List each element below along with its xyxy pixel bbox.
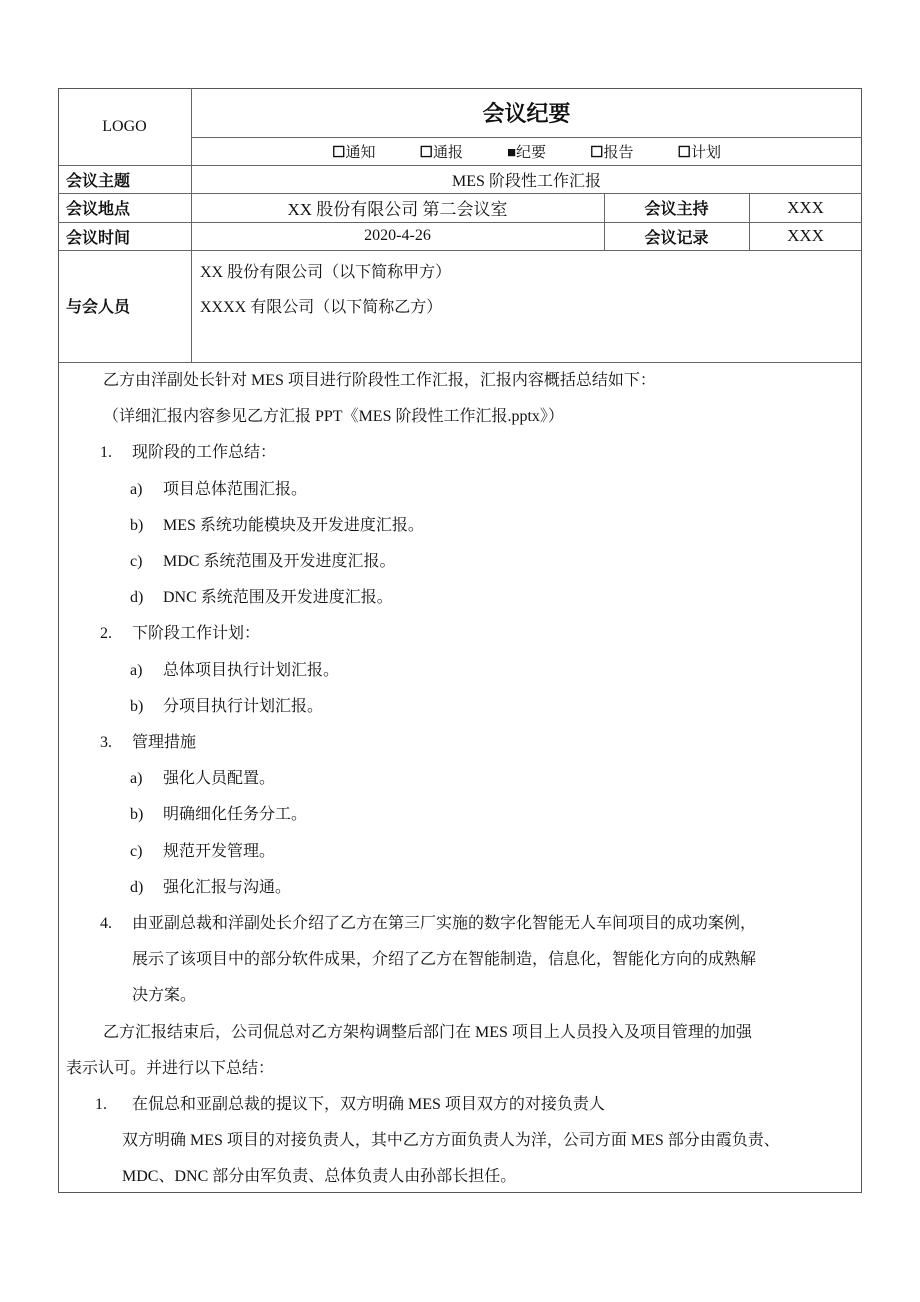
document-type-options — [191, 137, 862, 165]
conclusion-1-title: 1. 在侃总和亚副总裁的提议下，双方明确 MES 项目双方的对接负责人 — [95, 1096, 605, 1114]
section-4-line: 4. 由亚副总裁和洋副处长介绍了乙方在第三厂实施的数字化智能无人车间项目的成功案例， — [100, 915, 757, 933]
topic-label: 会议主题 — [66, 172, 131, 190]
list-item: b) 分项目执行计划汇报。 — [130, 697, 324, 715]
section-1-title: 1. 现阶段的工作总结： — [100, 444, 277, 462]
section-4-line: 展示了该项目中的部分软件成果，介绍了乙方在智能制造，信息化，智能化方向的成熟解 — [132, 951, 757, 969]
attendees-label: 与会人员 — [66, 298, 131, 316]
section-4-line: 决方案。 — [132, 987, 197, 1005]
list-item: a) 项目总体范围汇报。 — [130, 480, 308, 498]
list-item: c) MDC 系统范围及开发进度汇报。 — [130, 553, 396, 571]
attendee-party-a: XX 股份有限公司（以下简称甲方） — [200, 263, 452, 281]
conclusion-line: 双方明确 MES 项目的对接负责人，其中乙方方面负责人为洋，公司方面 MES 部分由霞负责、 — [122, 1132, 780, 1150]
minutes-body — [58, 363, 862, 1196]
list-item: c) 规范开发管理。 — [130, 842, 276, 860]
section-3-title: 3. 管理措施 — [100, 734, 197, 752]
list-item: b) MES 系统功能模块及开发进度汇报。 — [130, 516, 424, 534]
type-option-minutes[interactable]: ■纪要 — [506, 144, 547, 161]
attendee-party-b: XXXX 有限公司（以下简称乙方） — [200, 298, 443, 316]
host-value: XXX — [787, 197, 824, 217]
divider — [58, 250, 862, 251]
reference-text: （详细汇报内容参见乙方汇报 PPT《MES 阶段性工作汇报.pptx》） — [103, 408, 564, 426]
type-option-bulletin[interactable]: ☐通报 — [419, 144, 463, 161]
list-item: a) 强化人员配置。 — [130, 770, 276, 788]
type-option-notice[interactable]: ☐通知 — [332, 144, 376, 161]
type-option-report[interactable]: ☐报告 — [590, 144, 634, 161]
recorder-value: XXX — [787, 226, 824, 245]
list-item: d) 强化汇报与沟通。 — [130, 878, 292, 896]
recorder-label: 会议记录 — [644, 229, 709, 247]
logo: LOGO — [102, 117, 147, 135]
time-value: 2020-4-26 — [364, 227, 431, 244]
host-label: 会议主持 — [644, 201, 709, 218]
section-2-title: 2. 下阶段工作计划： — [100, 625, 261, 643]
list-item: a) 总体项目执行计划汇报。 — [130, 661, 340, 679]
intro-text: 乙方由洋副处长针对 MES 项目进行阶段性工作汇报，汇报内容概括总结如下： — [103, 372, 656, 389]
summary-line: 乙方汇报结束后，公司侃总对乙方架构调整后部门在 MES 项目上人员投入及项目管理的加强 — [103, 1023, 752, 1041]
summary-line: 表示认可。并进行以下总结： — [66, 1059, 275, 1077]
place-value: XX 股份有限公司 第二会议室 — [287, 200, 508, 219]
conclusion-line: MDC、DNC 部分由军负责、总体负责人由孙部长担任。 — [122, 1168, 517, 1186]
document-title: 会议纪要 — [482, 101, 571, 126]
list-item: b) 明确细化任务分工。 — [130, 806, 308, 824]
topic-value: MES 阶段性工作汇报 — [452, 172, 601, 190]
type-option-plan[interactable]: ☐计划 — [677, 144, 721, 161]
time-label: 会议时间 — [66, 229, 131, 247]
place-label: 会议地点 — [66, 201, 131, 218]
list-item: d) DNC 系统范围及开发进度汇报。 — [130, 589, 393, 607]
